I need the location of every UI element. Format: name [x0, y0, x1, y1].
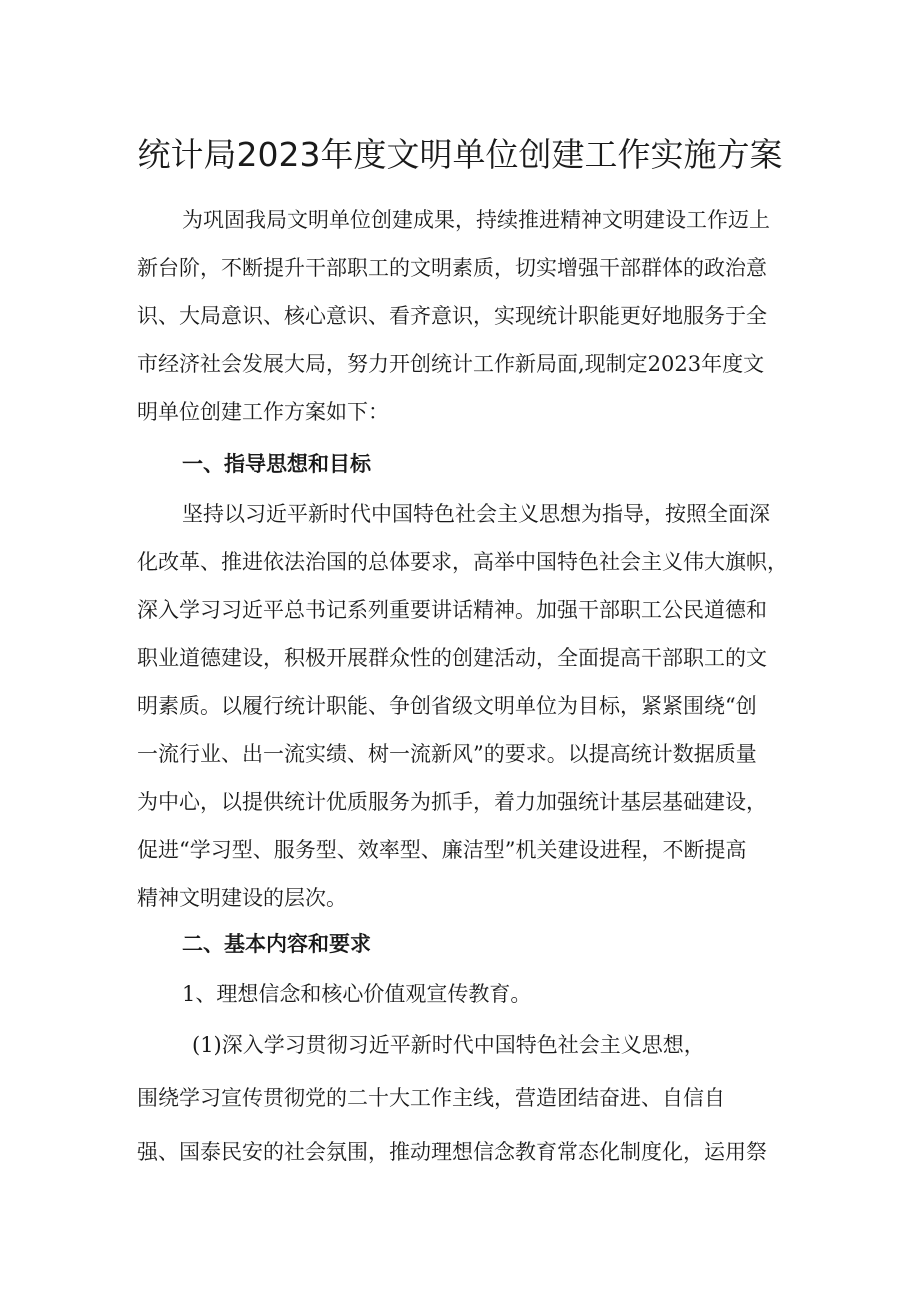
section-2-subitem-line: (1)深入学习贯彻习近平新时代中国特色社会主义思想， [192, 1033, 705, 1057]
intro-line: 为巩固我局文明单位创建成果，持续推进精神文明建设工作迈上 [182, 208, 770, 232]
intro-line: 识、大局意识、核心意识、看齐意识，实现统计职能更好地服务于全 [137, 304, 767, 328]
section-1-line: 化改革、推进依法治国的总体要求，高举中国特色社会主义伟大旗帜， [137, 550, 788, 574]
section-1-line: 精神文明建设的层次。 [137, 886, 347, 910]
section-1-heading: 一、指导思想和目标 [182, 452, 371, 476]
section-1-line: 深入学习习近平总书记系列重要讲话精神。加强干部职工公民道德和 [137, 598, 767, 622]
section-1-line: 坚持以习近平新时代中国特色社会主义思想为指导，按照全面深 [182, 502, 770, 526]
section-2-item-1: 1、理想信念和核心价值观宣传教育。 [182, 982, 532, 1006]
intro-line: 明单位创建工作方案如下： [137, 400, 389, 424]
intro-line: 新台阶，不断提升干部职工的文明素质，切实增强干部群体的政治意 [137, 256, 767, 280]
section-1-line: 职业道德建设，积极开展群众性的创建活动，全面提高干部职工的文 [137, 646, 767, 670]
section-2-heading: 二、基本内容和要求 [182, 932, 371, 956]
section-1-line: 促进“学习型、服务型、效率型、廉洁型”机关建设进程，不断提高 [137, 838, 747, 862]
section-2-subitem-line: 围绕学习宣传贯彻党的二十大工作主线，营造团结奋进、自信自 [137, 1086, 725, 1110]
intro-line: 市经济社会发展大局，努力开创统计工作新局面,现制定2023年度文 [137, 352, 765, 376]
section-1-line: 明素质。以履行统计职能、争创省级文明单位为目标，紧紧围绕“创 [137, 694, 757, 718]
document-title: 统计局2023年度文明单位创建工作实施方案 [137, 135, 783, 175]
section-1-line: 一流行业、出一流实绩、树一流新风”的要求。以提高统计数据质量 [137, 742, 757, 766]
section-2-subitem-line: 强、国泰民安的社会氛围，推动理想信念教育常态化制度化，运用祭 [137, 1140, 767, 1164]
section-1-line: 为中心，以提供统计优质服务为抓手，着力加强统计基层基础建设， [137, 790, 767, 814]
